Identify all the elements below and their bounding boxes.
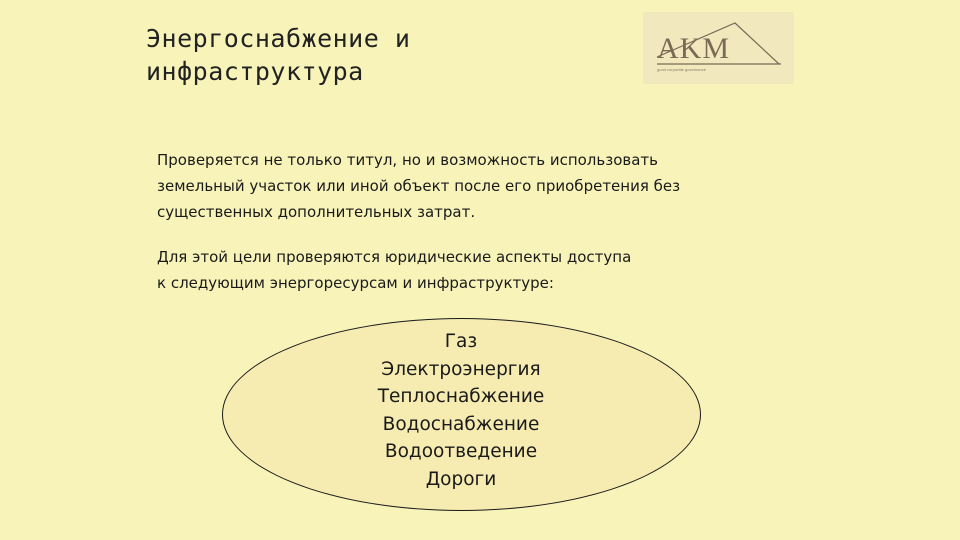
resource-item: Водоснабжение bbox=[382, 413, 540, 435]
paragraph-line: к следующим энергоресурсам и инфраструктуре: bbox=[157, 274, 554, 292]
paragraph-line: существенных дополнительных затрат. bbox=[157, 203, 476, 221]
resources-list bbox=[346, 328, 576, 493]
resource-item: Газ bbox=[444, 331, 478, 352]
title-line-2: инфраструктура bbox=[146, 57, 364, 86]
logo-text: AKM bbox=[657, 32, 731, 65]
paragraph-line: Для этой цели проверяются юридические аспекты доступа bbox=[157, 248, 632, 266]
intro-paragraph bbox=[157, 147, 777, 225]
purpose-paragraph bbox=[157, 244, 777, 296]
resource-item: Дороги bbox=[425, 468, 497, 490]
paragraph-line: Проверяется не только титул, но и возможность использовать bbox=[157, 151, 658, 169]
akm-logo bbox=[643, 12, 794, 84]
resource-item: Электроэнергия bbox=[381, 358, 541, 380]
slide-title bbox=[146, 22, 566, 88]
resource-item: Теплоснабжение bbox=[377, 386, 545, 407]
resource-item: Водоотведение bbox=[384, 441, 538, 462]
title-line-1: Энергоснабжение и bbox=[146, 24, 411, 53]
logo-tagline: good corporate governance bbox=[657, 67, 706, 72]
paragraph-line: земельный участок или иной объект после его приобретения без bbox=[157, 177, 681, 195]
